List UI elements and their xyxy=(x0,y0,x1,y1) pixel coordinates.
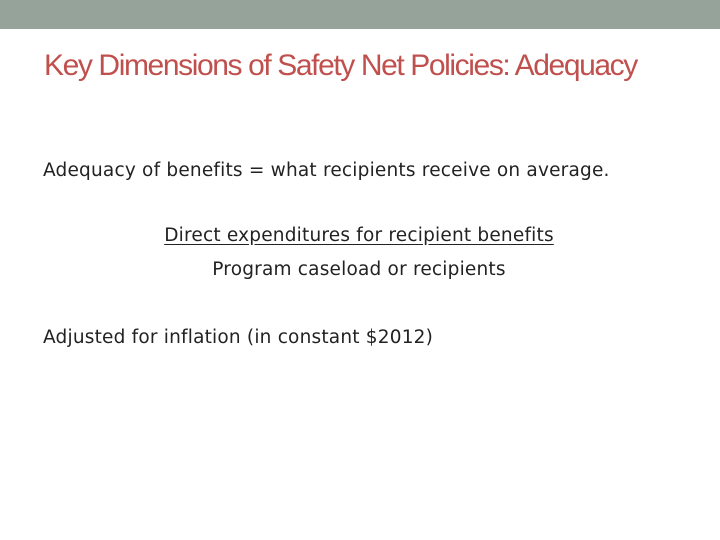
adequacy-definition: Adequacy of benefits = what recipients receive on average. xyxy=(43,160,610,181)
fraction-numerator xyxy=(0,225,718,246)
inflation-note: Adjusted for inflation (in constant $2012) xyxy=(43,327,434,348)
fraction-numerator-text: Direct expenditures for recipient benefits xyxy=(164,225,554,246)
slide-title: Key Dimensions of Safety Net Policies: Adequacy xyxy=(44,49,637,82)
fraction-denominator: Program caseload or recipients xyxy=(212,259,506,280)
slide-top-bar xyxy=(0,0,720,29)
